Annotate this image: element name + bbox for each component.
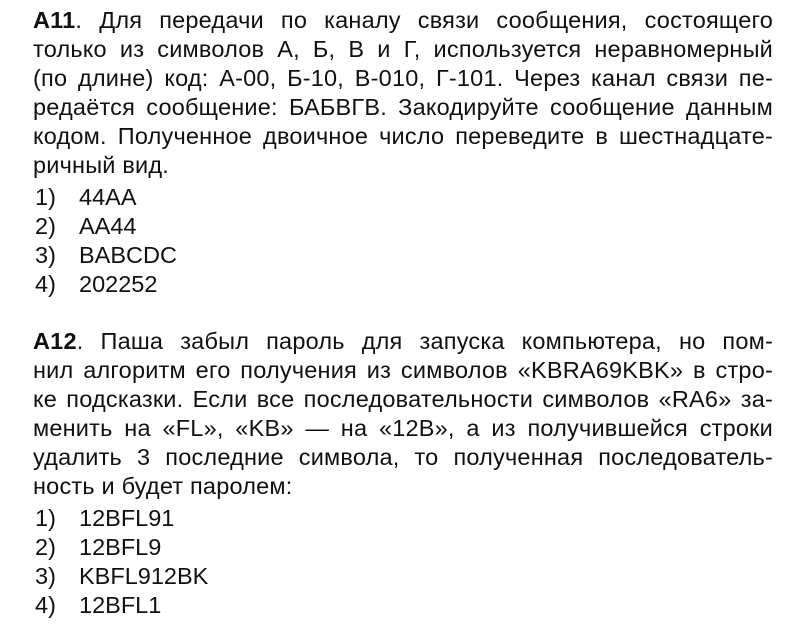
option-number: 3) [35, 563, 56, 589]
question-a12 [33, 327, 773, 620]
question-text-line: ность и будет паролем: [33, 473, 293, 499]
option-text: 12BFL9 [79, 534, 162, 560]
answer-option [35, 270, 773, 299]
answer-option [35, 504, 773, 533]
question-number: А12 [33, 328, 77, 354]
answer-option [35, 533, 773, 562]
answer-option [35, 562, 773, 591]
question-text-line: кодом. Полученное двоичное число переведите в шестнадцате- [33, 123, 773, 149]
question-text-line: (по длине) код: А-00, Б-10, В-010, Г-101. Через канал связи пе- [33, 65, 773, 91]
answer-option [35, 591, 773, 620]
option-number: 1) [35, 505, 56, 531]
option-text: KBFL912BK [79, 563, 209, 589]
question-text-line [33, 327, 773, 356]
answer-option [35, 212, 773, 241]
question-text-line: удалить 3 последние символа, то полученная последователь- [33, 444, 773, 470]
option-text: 12BFL1 [79, 592, 162, 618]
option-text: 12BFL91 [79, 505, 175, 531]
question-text-line: нил алгоритм его получения из символов «KBRA69KBK» в стро- [33, 357, 773, 383]
question-text-segment: . Для передачи по каналу связи сообщения, состоящего [75, 7, 773, 33]
option-number: 1) [35, 184, 56, 210]
question-text-line: ричный вид. [33, 152, 170, 178]
question-text-line: редаётся сообщение: БАБВГВ. Закодируйте сообщение данным [33, 94, 773, 120]
option-text: BABCDC [79, 242, 177, 268]
answer-option [35, 183, 773, 212]
option-text: 44AA [79, 184, 137, 210]
answer-options [35, 504, 773, 620]
question-text-line: ке подсказки. Если все последовательности символов «RA6» за- [33, 386, 773, 412]
option-text: AA44 [79, 213, 137, 239]
question-text-line: только из символов А, Б, В и Г, используется неравномерный [33, 36, 773, 62]
option-number: 2) [35, 213, 56, 239]
question-a11 [33, 6, 773, 299]
question-text-line [33, 6, 773, 35]
option-text: 202252 [79, 271, 158, 297]
answer-option [35, 241, 773, 270]
question-number: А11 [33, 7, 76, 33]
option-number: 4) [35, 271, 56, 297]
question-text-segment: . Паша забыл пароль для запуска компьютера, но пом- [76, 328, 773, 354]
option-number: 3) [35, 242, 56, 268]
answer-options [35, 183, 773, 299]
question-text-line: менить на «FL», «KB» — на «12B», а из получившейся строки [33, 415, 773, 441]
option-number: 4) [35, 592, 56, 618]
option-number: 2) [35, 534, 56, 560]
